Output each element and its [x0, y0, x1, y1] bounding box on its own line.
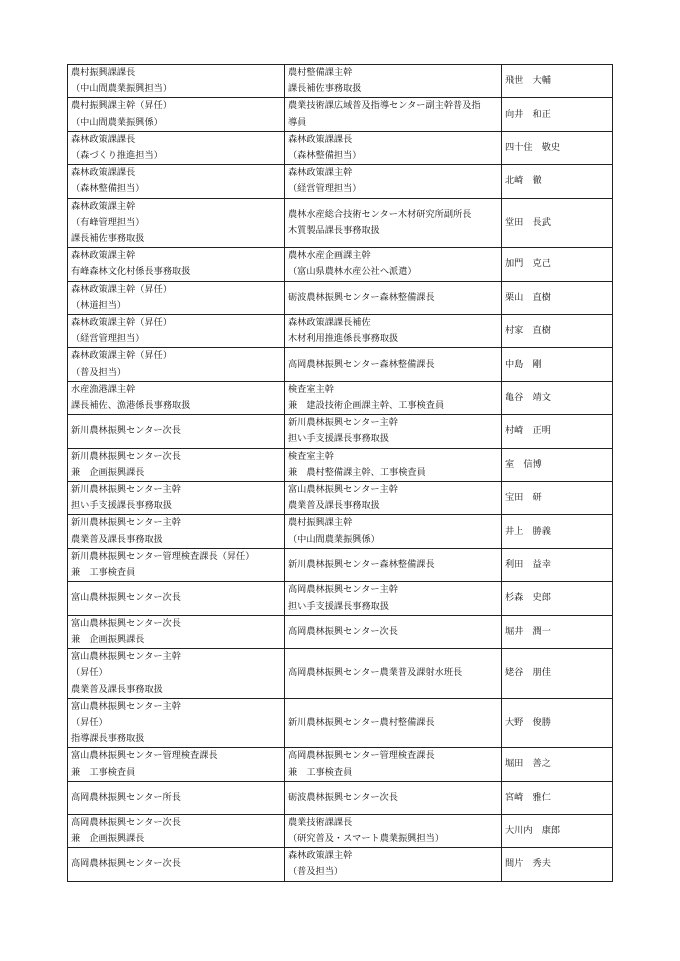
new-position-cell-line: 新川農林振興センター次長	[71, 450, 181, 462]
new-position-cell-line: 新川農林振興センター次長	[71, 425, 181, 437]
new-position-cell-line: （昇任）	[71, 667, 108, 679]
old-position-cell-line: （普及担当）	[288, 866, 344, 878]
person-name-cell	[502, 98, 613, 131]
person-name-cell	[502, 814, 613, 847]
personnel-table-body	[68, 65, 613, 882]
new-position-cell-line: 兼 企画振興課長	[71, 633, 145, 645]
old-position-cell-line: 砺波農林振興センター森林整備課長	[288, 291, 435, 303]
new-position-cell-line: 森林政策課課長	[71, 133, 136, 145]
new-position-cell-line: 新川農林振興センター主幹	[71, 484, 181, 496]
old-position-cell-line: （富山県農林水産公社へ派遣）	[288, 266, 417, 278]
old-position-cell-line: 農林水産企画課主幹	[288, 250, 371, 262]
old-position-cell-line: （研究普及・スマート農業振興担当）	[288, 832, 445, 844]
old-position-cell-line: 高岡農林振興センター主幹	[288, 584, 398, 596]
person-name-cell	[502, 448, 613, 481]
new-position-cell-line: 課長補佐、漁港係長事務取扱	[71, 400, 191, 412]
old-position-cell	[285, 448, 502, 481]
old-position-cell-line: 森林政策課主幹	[288, 167, 353, 179]
new-position-cell-line: （中山間農業振興担当）	[71, 83, 173, 95]
old-position-cell-line: （経営管理担当）	[288, 183, 362, 195]
old-position-cell	[285, 548, 502, 581]
old-position-cell-line: 検査室主幹	[288, 383, 334, 395]
table-row	[68, 98, 613, 131]
new-position-cell-line: 農村振興課課長	[71, 67, 136, 78]
old-position-cell	[285, 315, 502, 348]
person-name: 飛世 大輔	[505, 75, 551, 87]
table-row	[68, 548, 613, 581]
old-position-cell-line: 兼 農村整備課主幹、工事検査員	[288, 466, 426, 478]
new-position-cell	[68, 65, 285, 98]
table-row	[68, 482, 613, 515]
person-name-cell	[502, 315, 613, 348]
new-position-cell	[68, 848, 285, 881]
new-position-cell-line: 兼 企画振興課長	[71, 832, 145, 844]
new-position-cell	[68, 248, 285, 281]
old-position-cell	[285, 131, 502, 164]
person-name: 杉森 史郎	[505, 592, 551, 604]
person-name: 宝田 研	[505, 492, 542, 504]
person-name: 村崎 正明	[505, 425, 551, 437]
new-position-cell-line: 課長補佐事務取扱	[71, 233, 145, 245]
table-row	[68, 515, 613, 548]
old-position-cell-line: 農村振興課主幹	[288, 517, 353, 529]
new-position-cell-line: （有峰管理担当）	[71, 216, 145, 228]
new-position-cell-line: 富山農林振興センター次長	[71, 617, 181, 629]
person-name-cell	[502, 165, 613, 198]
old-position-cell	[285, 415, 502, 448]
old-position-cell-line: 検査室主幹	[288, 450, 334, 462]
old-position-cell	[285, 198, 502, 248]
new-position-cell	[68, 198, 285, 248]
new-position-cell-line: （森づくり推進担当）	[71, 150, 163, 162]
new-position-cell	[68, 548, 285, 581]
new-position-cell-line: 水産漁港課主幹	[71, 383, 136, 395]
new-position-cell	[68, 281, 285, 314]
person-name: 利田 益幸	[505, 558, 551, 570]
old-position-cell-line: 富山農林振興センター主幹	[288, 484, 398, 496]
table-row	[68, 131, 613, 164]
person-name-cell	[502, 649, 613, 699]
table-row	[68, 848, 613, 881]
old-position-cell-line: 森林政策課主幹	[288, 850, 353, 862]
new-position-cell-line: 兼 工事検査員	[71, 567, 136, 579]
new-position-cell	[68, 814, 285, 847]
person-name: 村家 直樹	[505, 325, 551, 337]
person-name-cell	[502, 381, 613, 414]
old-position-cell-line: 森林政策課課長	[288, 133, 353, 145]
person-name-cell	[502, 698, 613, 748]
person-name-cell	[502, 582, 613, 615]
new-position-cell-line: 富山農林振興センター主幹	[71, 700, 181, 712]
table-row	[68, 448, 613, 481]
old-position-cell-line: 森林政策課課長補佐	[288, 317, 371, 329]
new-position-cell	[68, 582, 285, 615]
old-position-cell-line: 高岡農林振興センター農業普及課射水班長	[288, 667, 463, 679]
table-row	[68, 698, 613, 748]
old-position-cell	[285, 248, 502, 281]
old-position-cell-line: 農林水産総合技術センター木材研究所副所長	[288, 208, 472, 220]
old-position-cell-line: 兼 工事検査員	[288, 766, 353, 778]
old-position-cell	[285, 698, 502, 748]
new-position-cell	[68, 415, 285, 448]
old-position-cell-line: 木質製品課長事務取扱	[288, 224, 380, 236]
table-row	[68, 415, 613, 448]
old-position-cell	[285, 615, 502, 648]
new-position-cell-line: 兼 企画振興課長	[71, 466, 145, 478]
new-position-cell-line: 森林政策課主幹	[71, 200, 136, 212]
old-position-cell	[285, 848, 502, 881]
new-position-cell	[68, 615, 285, 648]
new-position-cell-line: （林道担当）	[71, 299, 127, 311]
new-position-cell	[68, 165, 285, 198]
table-row	[68, 315, 613, 348]
new-position-cell	[68, 748, 285, 781]
person-name: 姥谷 朋佳	[505, 667, 551, 679]
table-row	[68, 281, 613, 314]
person-name-cell	[502, 415, 613, 448]
person-name: 加門 克己	[505, 258, 551, 270]
table-row	[68, 65, 613, 98]
old-position-cell	[285, 582, 502, 615]
table-row	[68, 748, 613, 781]
new-position-cell	[68, 348, 285, 381]
old-position-cell-line: 新川農林振興センター主幹	[288, 417, 398, 429]
person-name: 向井 和正	[505, 108, 551, 120]
new-position-cell-line: 有峰森林文化村係長事務取扱	[71, 266, 191, 278]
old-position-cell	[285, 65, 502, 98]
new-position-cell-line: （森林整備担当）	[71, 183, 145, 195]
person-name: 堀田 善之	[505, 758, 551, 770]
table-row	[68, 348, 613, 381]
person-name-cell	[502, 748, 613, 781]
old-position-cell	[285, 381, 502, 414]
table-row	[68, 615, 613, 648]
old-position-cell	[285, 281, 502, 314]
table-row	[68, 582, 613, 615]
new-position-cell-line: 森林政策課課長	[71, 167, 136, 179]
person-name-cell	[502, 482, 613, 515]
old-position-cell	[285, 814, 502, 847]
new-position-cell-line: 担い手支援課長事務取扱	[71, 500, 173, 512]
new-position-cell	[68, 649, 285, 699]
old-position-cell	[285, 515, 502, 548]
table-row	[68, 165, 613, 198]
person-name-cell	[502, 198, 613, 248]
new-position-cell-line: 森林政策課主幹（昇任）	[71, 350, 173, 362]
table-row	[68, 781, 613, 814]
person-name-cell	[502, 348, 613, 381]
new-position-cell-line: 新川農林振興センター管理検査課長（昇任）	[71, 550, 255, 562]
person-name: 中島 剛	[505, 358, 542, 370]
new-position-cell-line: 兼 工事検査員	[71, 766, 136, 778]
new-position-cell	[68, 381, 285, 414]
old-position-cell	[285, 348, 502, 381]
new-position-cell-line: 指導課長事務取扱	[71, 733, 145, 745]
old-position-cell-line: 高岡農林振興センター管理検査課長	[288, 750, 435, 762]
personnel-table	[67, 64, 613, 882]
person-name-cell	[502, 281, 613, 314]
new-position-cell-line: 新川農林振興センター主幹	[71, 517, 181, 529]
old-position-cell-line: 高岡農林振興センター森林整備課長	[288, 358, 435, 370]
table-row	[68, 381, 613, 414]
person-name-cell	[502, 131, 613, 164]
new-position-cell-line: 森林政策課主幹（昇任）	[71, 283, 173, 295]
new-position-cell-line: 森林政策課主幹（昇任）	[71, 317, 173, 329]
old-position-cell-line: 新川農林振興センター農村整備課長	[288, 716, 435, 728]
person-name: 間片 秀夫	[505, 858, 551, 870]
old-position-cell-line: 兼 建設技術企画課主幹、工事検査員	[288, 400, 445, 412]
person-name: 室 信博	[505, 458, 542, 470]
new-position-cell	[68, 781, 285, 814]
new-position-cell-line: 農業普及課長事務取扱	[71, 683, 163, 695]
person-name: 大野 俊勝	[505, 716, 551, 728]
table-row	[68, 248, 613, 281]
old-position-cell-line: 担い手支援課長事務取扱	[288, 600, 390, 612]
new-position-cell-line: 高岡農林振興センター次長	[71, 858, 181, 870]
old-position-cell	[285, 98, 502, 131]
old-position-cell-line: 導員	[288, 116, 307, 128]
new-position-cell-line: 農村振興課主幹（昇任）	[71, 100, 173, 112]
new-position-cell-line: 富山農林振興センター管理検査課長	[71, 750, 218, 762]
person-name-cell	[502, 848, 613, 881]
new-position-cell	[68, 98, 285, 131]
new-position-cell	[68, 448, 285, 481]
old-position-cell	[285, 748, 502, 781]
person-name-cell	[502, 248, 613, 281]
old-position-cell-line: 農業技術課課長	[288, 816, 353, 828]
old-position-cell-line: 木材利用推進係長事務取扱	[288, 333, 399, 345]
table-row	[68, 649, 613, 699]
new-position-cell	[68, 131, 285, 164]
person-name-cell	[502, 548, 613, 581]
new-position-cell	[68, 482, 285, 515]
old-position-cell	[285, 781, 502, 814]
new-position-cell	[68, 515, 285, 548]
table-row	[68, 814, 613, 847]
new-position-cell-line: 富山農林振興センター次長	[71, 592, 181, 604]
new-position-cell	[68, 315, 285, 348]
old-position-cell-line: 担い手支援課長事務取扱	[288, 433, 390, 445]
person-name: 北崎 徹	[505, 175, 542, 187]
old-position-cell-line: （中山間農業振興係）	[288, 533, 380, 545]
old-position-cell-line: 課長補佐事務取扱	[288, 83, 362, 95]
new-position-cell	[68, 698, 285, 748]
new-position-cell-line: 富山農林振興センター主幹	[71, 651, 181, 663]
old-position-cell-line: 農業技術課広域普及指導センター副主幹普及指	[288, 100, 481, 112]
new-position-cell-line: 森林政策課主幹	[71, 250, 136, 262]
old-position-cell-line: 農業普及課長事務取扱	[288, 500, 380, 512]
person-name: 堂田 長武	[505, 216, 551, 228]
old-position-cell-line: （森林整備担当）	[288, 150, 362, 162]
new-position-cell-line: （普及担当）	[71, 366, 127, 378]
personnel-table-sheet	[67, 64, 612, 882]
person-name: 亀谷 靖文	[505, 391, 551, 403]
new-position-cell-line: （昇任）	[71, 716, 108, 728]
table-row	[68, 198, 613, 248]
person-name-cell	[502, 65, 613, 98]
person-name: 大川内 康郎	[505, 824, 561, 836]
old-position-cell-line: 農村整備課主幹	[288, 67, 353, 78]
person-name: 宮崎 雅仁	[505, 791, 551, 803]
person-name-cell	[502, 781, 613, 814]
person-name: 堀井 潤一	[505, 625, 551, 637]
old-position-cell-line: 砺波農林振興センター次長	[288, 791, 398, 803]
person-name: 四十住 敬史	[505, 141, 561, 153]
person-name: 井上 勝義	[505, 525, 551, 537]
person-name: 栗山 直樹	[505, 291, 551, 303]
old-position-cell	[285, 649, 502, 699]
person-name-cell	[502, 515, 613, 548]
new-position-cell-line: 高岡農林振興センター次長	[71, 816, 181, 828]
person-name-cell	[502, 615, 613, 648]
new-position-cell-line: 高岡農林振興センター所長	[71, 791, 181, 803]
old-position-cell	[285, 165, 502, 198]
new-position-cell-line: （経営管理担当）	[71, 333, 145, 345]
new-position-cell-line: （中山間農業振興係）	[71, 116, 163, 128]
old-position-cell	[285, 482, 502, 515]
old-position-cell-line: 高岡農林振興センター次長	[288, 625, 398, 637]
new-position-cell-line: 農業普及課長事務取扱	[71, 533, 163, 545]
old-position-cell-line: 新川農林振興センター森林整備課長	[288, 558, 435, 570]
